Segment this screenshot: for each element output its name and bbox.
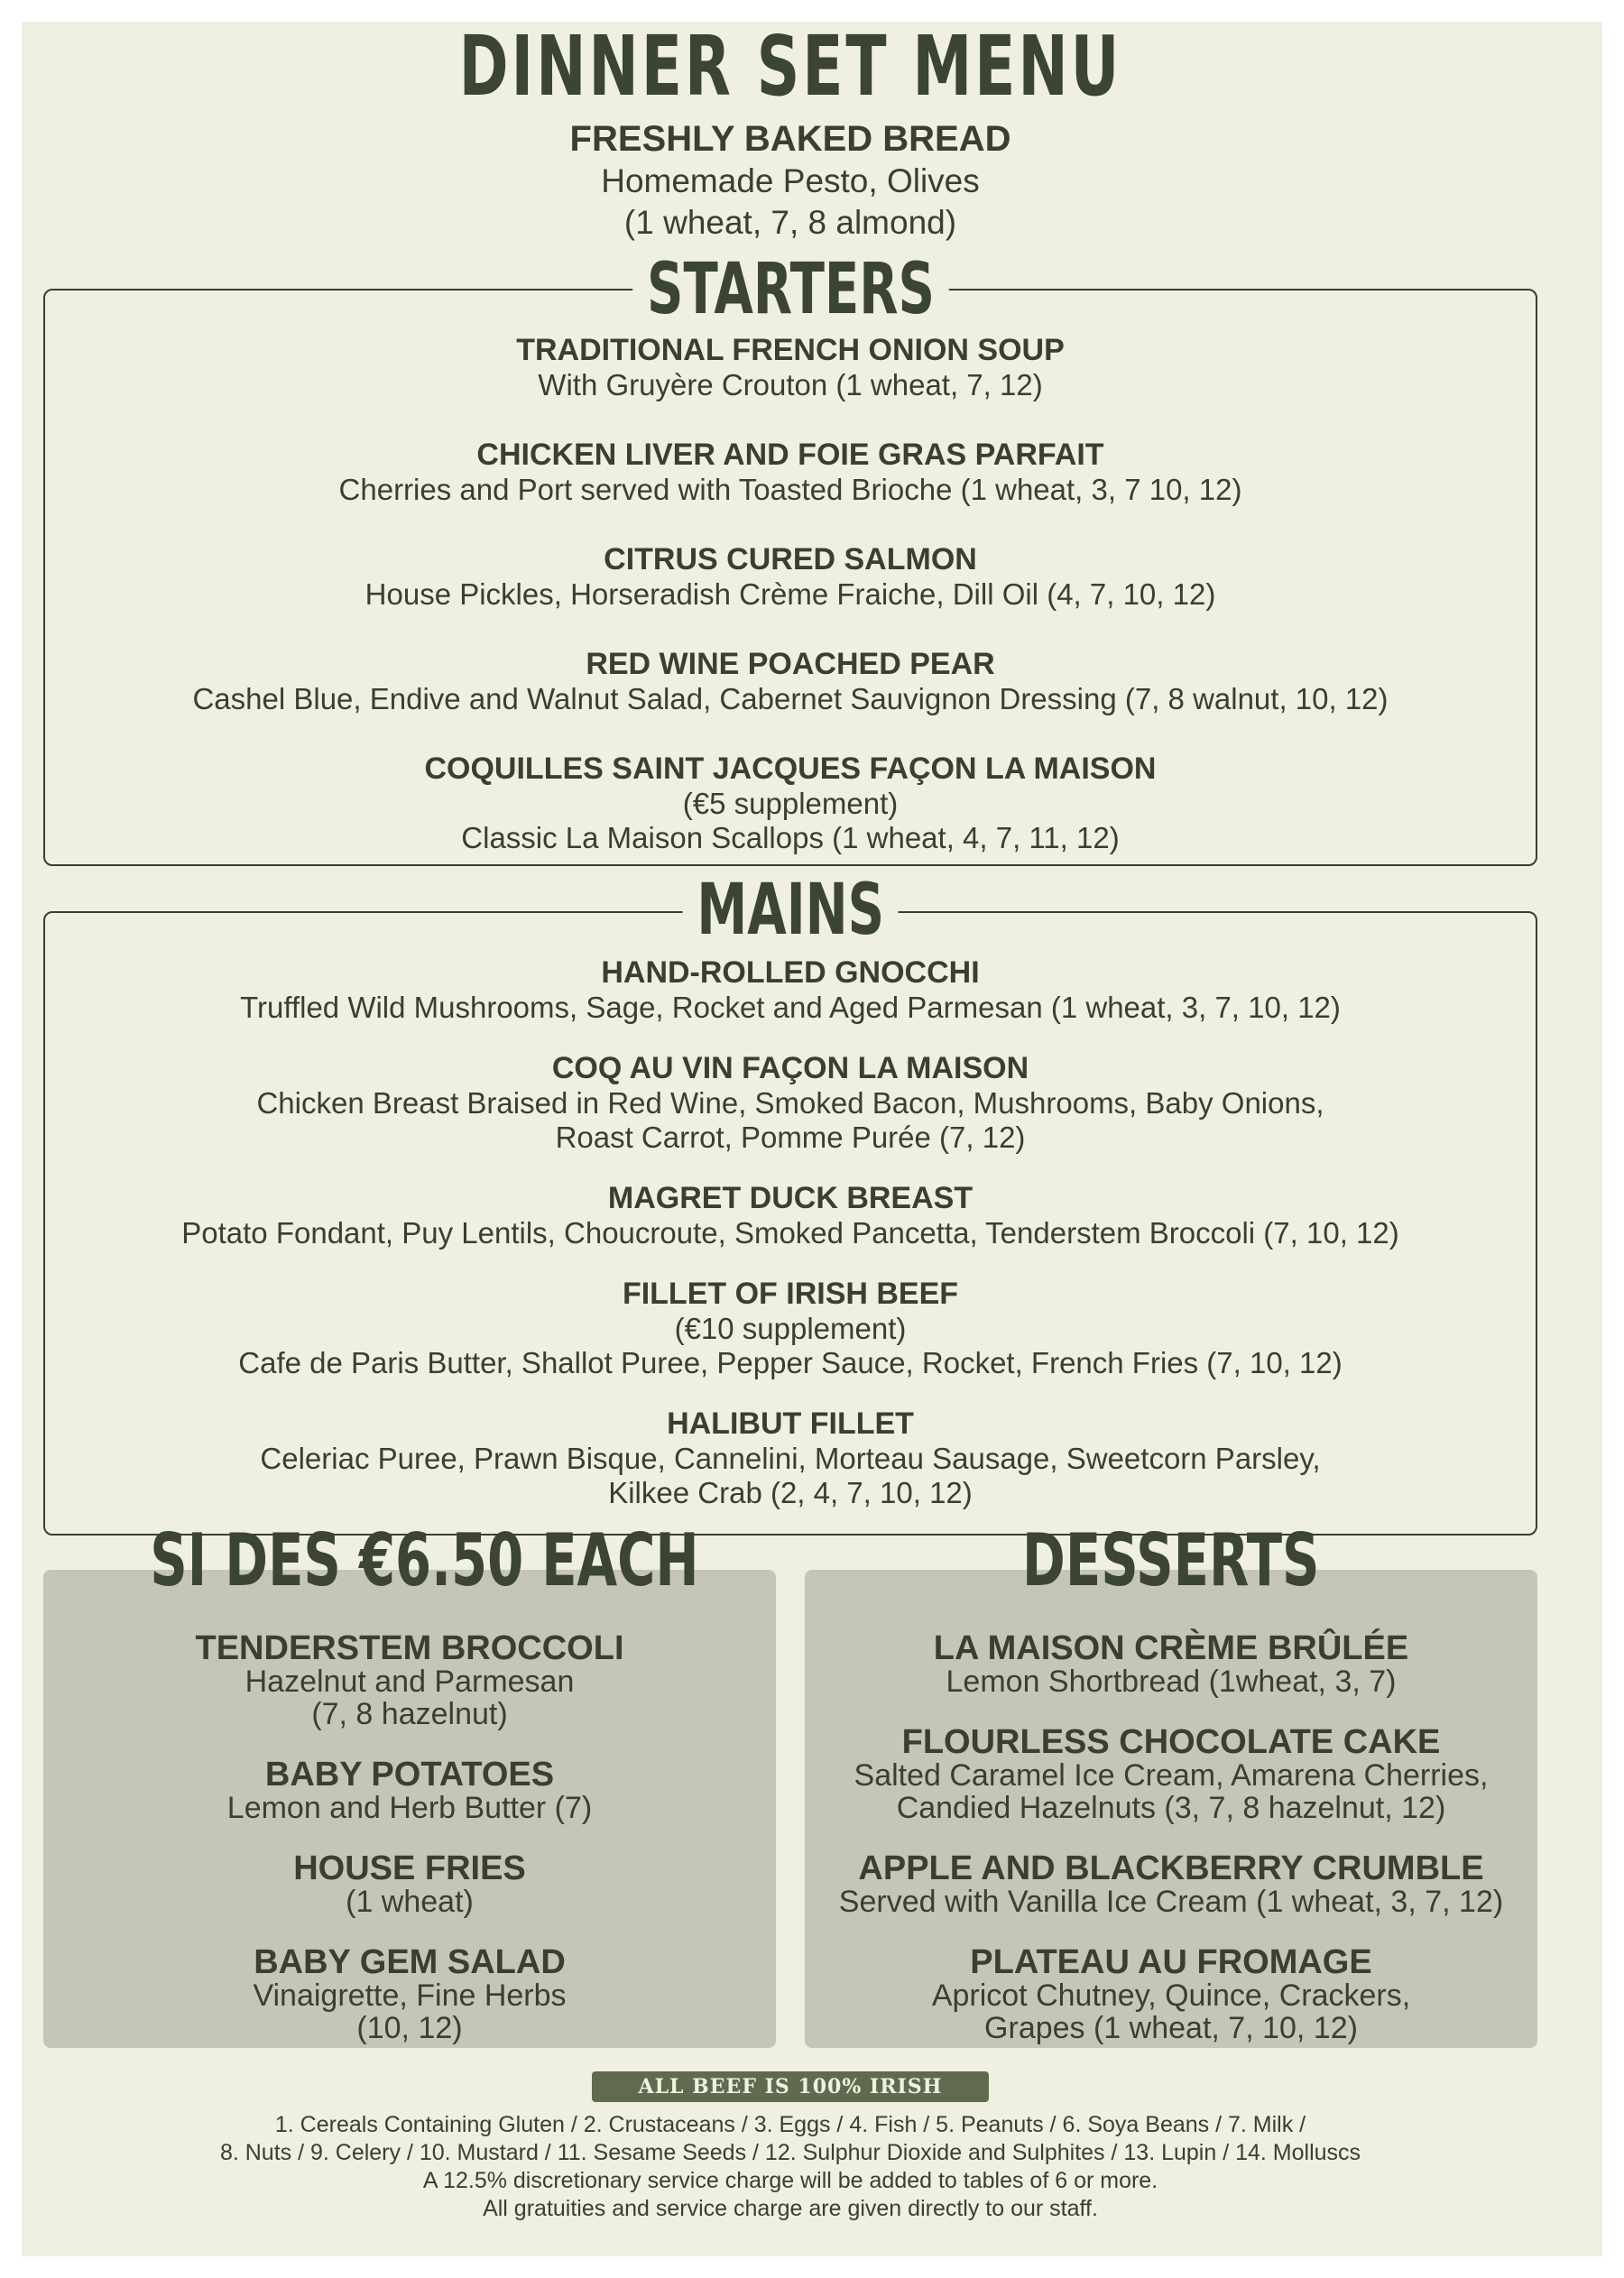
dish-name: RED WINE POACHED PEAR [586, 647, 995, 681]
mains-list [43, 955, 1537, 1536]
dish-description: Celeriac Puree, Prawn Bisque, Cannelini, Morteau Sausage, Sweetcorn Parsley, [260, 1442, 1321, 1475]
dish-description: Lemon and Herb Butter (7) [226, 1791, 593, 1825]
dish-name: BABY GEM SALAD [254, 1943, 566, 1981]
starter-item [43, 541, 1537, 612]
dish-name: TRADITIONAL FRENCH ONION SOUP [516, 333, 1065, 367]
dish-name: PLATEAU AU FROMAGE [970, 1943, 1372, 1981]
starter-item [43, 332, 1537, 402]
dish-name: MAGRET DUCK BREAST [607, 1181, 973, 1215]
desserts-heading: DESSERTS [1022, 1518, 1320, 1602]
dish-description: (1 wheat) [346, 1885, 474, 1919]
dessert-item [805, 1945, 1537, 2044]
dish-description: House Pickles, Horseradish Crème Fraiche, Dill Oil (4, 7, 10, 12) [364, 577, 1216, 611]
dish-description: Chicken Breast Braised in Red Wine, Smoked Bacon, Mushrooms, Baby Onions, [256, 1086, 1324, 1120]
side-item [43, 1945, 776, 2044]
side-item [43, 1851, 776, 1918]
starters-list [43, 332, 1537, 890]
dish-name: HAND-ROLLED GNOCCHI [601, 955, 980, 990]
sides-list [43, 1631, 776, 2071]
dish-description-line2: (10, 12) [356, 2011, 463, 2045]
starter-item [43, 646, 1537, 716]
main-item [43, 1050, 1537, 1155]
dish-description: Truffled Wild Mushrooms, Sage, Rocket and Aged Parmesan (1 wheat, 3, 7, 10, 12) [240, 991, 1341, 1024]
dish-name: APPLE AND BLACKBERRY CRUMBLE [858, 1849, 1484, 1887]
side-item [43, 1757, 776, 1824]
dish-description: Vinaigrette, Fine Herbs [253, 1978, 567, 2013]
dish-description-line2: Roast Carrot, Pomme Purée (7, 12) [555, 1121, 1026, 1154]
main-item [43, 1180, 1537, 1250]
dish-description-line2: (7, 8 hazelnut) [311, 1697, 508, 1731]
dish-name: BABY POTATOES [264, 1756, 555, 1794]
main-item [43, 955, 1537, 1025]
mains-heading: MAINS [0, 875, 1581, 945]
beef-origin-banner: ALL BEEF IS 100% IRISH [592, 2071, 989, 2102]
allergen-key-line2: 8. Nuts / 9. Celery / 10. Mustard / 11. Sesame Seeds / 12. Sulphur Dioxide and Sulphites / 13. Lupin / 14. Molluscs [219, 2140, 1361, 2165]
dish-supplement: (€10 supplement) [674, 1312, 907, 1345]
dish-description-line2: Kilkee Crab (2, 4, 7, 10, 12) [608, 1476, 973, 1509]
dish-description: Classic La Maison Scallops (1 wheat, 4, 7, 11, 12) [461, 821, 1120, 854]
dish-name: COQ AU VIN FAÇON LA MAISON [551, 1051, 1029, 1085]
dessert-item [805, 1725, 1537, 1824]
dessert-item [805, 1851, 1537, 1918]
sides-heading: SI DES €6.50 EACH [150, 1518, 699, 1602]
gratuities-note: All gratuities and service charge are given directly to our staff. [483, 2196, 1098, 2221]
dish-name: CITRUS CURED SALMON [604, 542, 977, 576]
allergen-key-line1: 1. Cereals Containing Gluten / 2. Crustaceans / 3. Eggs / 4. Fish / 5. Peanuts / 6. Soya Beans / 7. Milk / [274, 2112, 1306, 2137]
bread-course [0, 117, 1581, 244]
footer-notes [0, 2111, 1581, 2223]
dish-description: Apricot Chutney, Quince, Crackers, [931, 1978, 1411, 2013]
dish-description-line2: Candied Hazelnuts (3, 7, 8 hazelnut, 12) [896, 1791, 1446, 1825]
service-charge-note: A 12.5% discretionary service charge will be added to tables of 6 or more. [422, 2168, 1158, 2193]
main-item [43, 1406, 1537, 1510]
dish-description: Salted Caramel Ice Cream, Amarena Cherries, [854, 1758, 1489, 1793]
starters-heading: STARTERS [0, 254, 1581, 325]
dish-description: Potato Fondant, Puy Lentils, Choucroute, Smoked Pancetta, Tenderstem Broccoli (7, 10, 12) [181, 1216, 1399, 1250]
dish-name: TENDERSTEM BROCCOLI [195, 1629, 624, 1667]
sides-panel [43, 1518, 776, 2048]
dish-name: LA MAISON CRÈME BRÛLÉE [933, 1629, 1409, 1667]
dessert-item [805, 1631, 1537, 1698]
dish-description: Cafe de Paris Butter, Shallot Puree, Pepper Sauce, Rocket, French Fries (7, 10, 12) [238, 1346, 1343, 1379]
bread-allergens: (1 wheat, 7, 8 almond) [623, 204, 957, 241]
dish-description: Cherries and Port served with Toasted Brioche (1 wheat, 3, 7 10, 12) [338, 473, 1242, 506]
starter-item [43, 751, 1537, 855]
menu-title: DINNER SET MENU [458, 18, 1122, 115]
side-item [43, 1631, 776, 1730]
dish-name: COQUILLES SAINT JACQUES FAÇON LA MAISON [424, 752, 1157, 786]
dish-name: HALIBUT FILLET [667, 1406, 914, 1441]
main-item [43, 1276, 1537, 1380]
desserts-panel [805, 1518, 1537, 2048]
dish-name: CHICKEN LIVER AND FOIE GRAS PARFAIT [476, 438, 1104, 472]
dish-description-line2: Grapes (1 wheat, 7, 10, 12) [984, 2011, 1358, 2045]
dish-description: With Gruyère Crouton (1 wheat, 7, 12) [538, 368, 1043, 401]
bread-name: FRESHLY BAKED BREAD [569, 119, 1011, 159]
dish-name: FLOURLESS CHOCOLATE CAKE [901, 1723, 1441, 1761]
dish-supplement: (€5 supplement) [682, 787, 899, 820]
bread-description: Homemade Pesto, Olives [601, 162, 980, 199]
dish-name: FILLET OF IRISH BEEF [622, 1277, 959, 1311]
dish-description: Cashel Blue, Endive and Walnut Salad, Cabernet Sauvignon Dressing (7, 8 walnut, 10, 12) [192, 682, 1389, 715]
desserts-list [805, 1631, 1537, 2071]
dish-description: Served with Vanilla Ice Cream (1 wheat, 3, 7, 12) [838, 1885, 1504, 1919]
dish-description: Hazelnut and Parmesan [245, 1665, 575, 1699]
starter-item [43, 437, 1537, 507]
dish-name: HOUSE FRIES [293, 1849, 526, 1887]
dish-description: Lemon Shortbread (1wheat, 3, 7) [946, 1665, 1397, 1699]
